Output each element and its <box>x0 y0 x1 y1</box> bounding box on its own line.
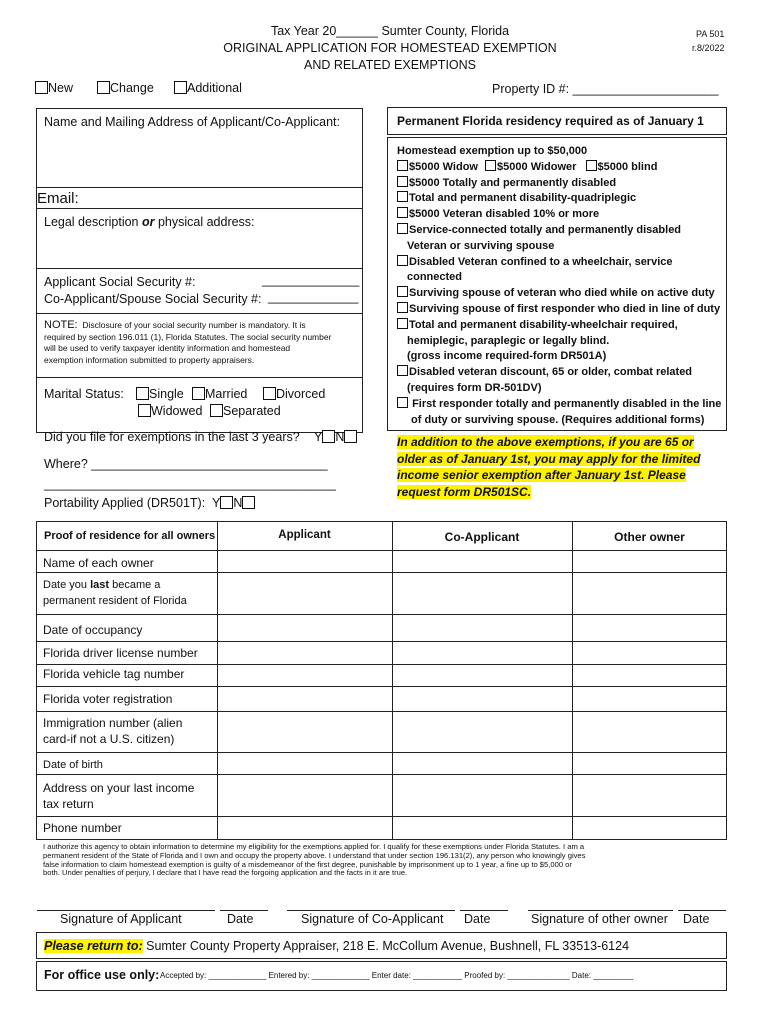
where-field[interactable]: Where? __________________________________ <box>44 457 328 471</box>
checkbox-portability-yes[interactable] <box>220 496 233 509</box>
where-field-line-2[interactable]: __________________________________________ <box>44 477 336 491</box>
form-number: PA 501 <box>696 29 725 39</box>
office-use-fields: Accepted by: _____________ Entered by: _____________ Enter date: ___________ Proofed by: ______________ Date: _________ <box>160 971 634 980</box>
table-row-divider <box>36 752 727 753</box>
checkbox-widower[interactable] <box>485 160 496 171</box>
checkbox-change[interactable] <box>97 81 110 94</box>
marital-widowed-option[interactable]: Widowed <box>138 404 202 418</box>
checkbox-widowed[interactable] <box>138 404 151 417</box>
checkbox-veteran-10[interactable] <box>397 207 408 218</box>
marital-single-option[interactable]: Single <box>136 387 184 401</box>
ssn-disclosure-note: NOTE: Disclosure of your social security number is mandatory. It is required by section 196.011 (1), Florida Statutes. The social security number will be used to verify taxpayer identity information and homestead exemption information submitted to property appraisers. <box>44 319 332 365</box>
previous-exemptions-question: Did you file for exemptions in the last 3 years? <box>44 430 300 444</box>
column-divider <box>392 521 393 840</box>
signature-co-applicant-label: Signature of Co-Applicant <box>301 912 444 926</box>
signature-date-line[interactable] <box>678 910 726 911</box>
header-line-3: AND RELATED EXEMPTIONS <box>303 58 477 72</box>
row-immigration-number: Immigration number (alien card-if not a U.S. citizen) <box>43 716 183 746</box>
checkbox-divorced[interactable] <box>263 387 276 400</box>
signature-other-owner-label: Signature of other owner <box>531 912 668 926</box>
divider <box>36 208 363 209</box>
portability-label: Portability Applied (DR501T): <box>44 496 206 510</box>
header-line-2: ORIGINAL APPLICATION FOR HOMESTEAD EXEMPTION <box>223 41 557 55</box>
signature-line-applicant[interactable] <box>37 910 215 911</box>
property-id-field[interactable]: Property ID #: _____________________ <box>492 82 719 96</box>
table-row-divider <box>36 711 727 712</box>
ssn-co-applicant-field[interactable]: _____________ <box>268 290 359 304</box>
checkbox-service-connected[interactable] <box>397 223 408 234</box>
table-row-divider <box>36 664 727 665</box>
name-address-label: Name and Mailing Address of Applicant/Co-Applicant: <box>44 115 340 129</box>
residency-heading: Permanent Florida residency required as of January 1 <box>397 114 704 128</box>
row-name-of-owner: Name of each owner <box>43 556 154 570</box>
row-voter-registration: Florida voter registration <box>43 692 173 706</box>
column-divider <box>217 521 218 840</box>
ssn-co-applicant-label: Co-Applicant/Spouse Social Security #: <box>44 292 262 306</box>
signature-date-label: Date <box>683 912 710 926</box>
ssn-applicant-field[interactable]: ______________ <box>262 273 360 287</box>
signature-date-line[interactable] <box>460 910 508 911</box>
signature-applicant-label: Signature of Applicant <box>60 912 182 926</box>
table-row-divider <box>36 614 727 615</box>
legal-description-label[interactable]: Legal description or physical address: <box>44 215 255 229</box>
senior-exemption-note: In addition to the above exemptions, if you are 65 or older as of January 1st, you may apply for the limited income senior exemption after January 1st. Please request form DR501SC. <box>397 435 701 499</box>
table-row-divider <box>36 550 727 551</box>
type-change-option[interactable]: Change <box>97 81 154 95</box>
previous-exemptions-yes[interactable]: Y N <box>314 430 357 444</box>
type-new-option[interactable]: New <box>35 81 73 95</box>
checkbox-spouse-active-duty[interactable] <box>397 286 408 297</box>
signature-date-label: Date <box>464 912 491 926</box>
table-header-co-applicant: Co-Applicant <box>444 530 520 544</box>
exemption-list: Homestead exemption up to $50,000 $5000 Widow $5000 Widower $5000 blind $5000 Totally and permanently disabled Total and permanent disability-quadriplegic $5000 Veteran disabled 10% or more Service-connected totally and permanently disabled Veteran or surviving spouse Disabled Veteran confined to a wheelchair, service connected Surviving spouse of veteran who died while on active duty Surviving spouse of first responder who died in line of duty Total and permanent disability-wheelchair required, hemiplegic, paraplegic or legally blind. (gross income required-form DR501A) Disabled veteran discount, 65 or older, combat related (requires form DR-501DV) First responder totally and permanently disabled in the line of duty or surviving spouse. (Requires additional forms) <box>397 144 727 428</box>
header-line-1: Tax Year 20______ Sumter County, Florida <box>270 24 510 38</box>
table-header-proof: Proof of residence for all owners <box>44 530 216 542</box>
checkbox-first-responder-disabled[interactable] <box>397 397 408 408</box>
exemption-homestead: Homestead exemption up to $50,000 <box>397 145 588 157</box>
table-header-other-owner: Other owner <box>614 530 685 544</box>
divider <box>36 313 363 314</box>
signature-line-co-applicant[interactable] <box>287 910 455 911</box>
authorization-statement: I authorize this agency to obtain information to determine my eligibility for the exemptions applied for. I qualify for these exemptions under Florida Statutes. I am a permanent resident of the State of Florida and I own and occupy the property above. I understand that under section 196.131(2), any person who knowingly gives false information to claim homestead exemption is guilty of a misdemeanor of the first degree, punishable by imprisonment up to 1 year, a fine up to $5,000 or both. Under penalties of perjury, I declare that I have read the forgoing application and the facts in it are true. <box>43 842 586 878</box>
checkbox-portability-no[interactable] <box>242 496 255 509</box>
email-label[interactable]: Email: <box>37 190 79 207</box>
checkbox-new[interactable] <box>35 81 48 94</box>
table-row-divider <box>36 641 727 642</box>
table-header-applicant: Applicant <box>278 529 331 541</box>
marital-separated-option[interactable]: Separated <box>210 404 281 418</box>
row-last-tax-return-address: Address on your last income tax return <box>43 781 195 811</box>
checkbox-blind[interactable] <box>586 160 597 171</box>
return-address: Please return to: Sumter County Property Appraiser, 218 E. McCollum Avenue, Bushnell, FL 33513-6124 <box>44 939 630 953</box>
checkbox-married[interactable] <box>192 387 205 400</box>
divider <box>36 187 363 188</box>
checkbox-spouse-first-responder[interactable] <box>397 302 408 313</box>
signature-date-line[interactable] <box>220 910 268 911</box>
ssn-applicant-label: Applicant Social Security #: <box>44 275 196 289</box>
table-row-divider <box>36 572 727 573</box>
table-row-divider <box>36 686 727 687</box>
checkbox-wheelchair-required[interactable] <box>397 318 408 329</box>
row-date-of-birth: Date of birth <box>43 759 103 771</box>
divider <box>36 377 363 378</box>
marital-married-option[interactable]: Married <box>192 387 247 401</box>
checkbox-separated[interactable] <box>210 404 223 417</box>
row-date-of-occupancy: Date of occupancy <box>43 623 143 637</box>
type-additional-option[interactable]: Additional <box>174 81 242 95</box>
checkbox-wheelchair-veteran[interactable] <box>397 255 408 266</box>
table-row-divider <box>36 774 727 775</box>
checkbox-combat-discount[interactable] <box>397 365 408 376</box>
checkbox-prev-no[interactable] <box>344 430 357 443</box>
checkbox-quadriplegic[interactable] <box>397 191 408 202</box>
marital-divorced-option[interactable]: Divorced <box>263 387 325 401</box>
checkbox-prev-yes[interactable] <box>322 430 335 443</box>
office-use-label: For office use only: <box>44 968 160 982</box>
checkbox-widow[interactable] <box>397 160 408 171</box>
applicant-info-box <box>36 108 363 433</box>
marital-status-label: Marital Status: <box>44 387 124 401</box>
signature-line-other-owner[interactable] <box>528 910 673 911</box>
row-driver-license: Florida driver license number <box>43 646 198 660</box>
row-phone-number: Phone number <box>43 821 122 835</box>
checkbox-totally-disabled[interactable] <box>397 176 408 187</box>
signature-date-label: Date <box>227 912 254 926</box>
divider <box>36 268 363 269</box>
portability-options[interactable]: Y N <box>212 496 255 510</box>
row-date-resident: Date you last became a permanent resident of Florida <box>43 579 187 607</box>
checkbox-additional[interactable] <box>174 81 187 94</box>
column-divider <box>572 521 573 840</box>
row-vehicle-tag: Florida vehicle tag number <box>43 667 185 681</box>
form-revision: r.8/2022 <box>692 43 725 53</box>
table-row-divider <box>36 816 727 817</box>
checkbox-single[interactable] <box>136 387 149 400</box>
